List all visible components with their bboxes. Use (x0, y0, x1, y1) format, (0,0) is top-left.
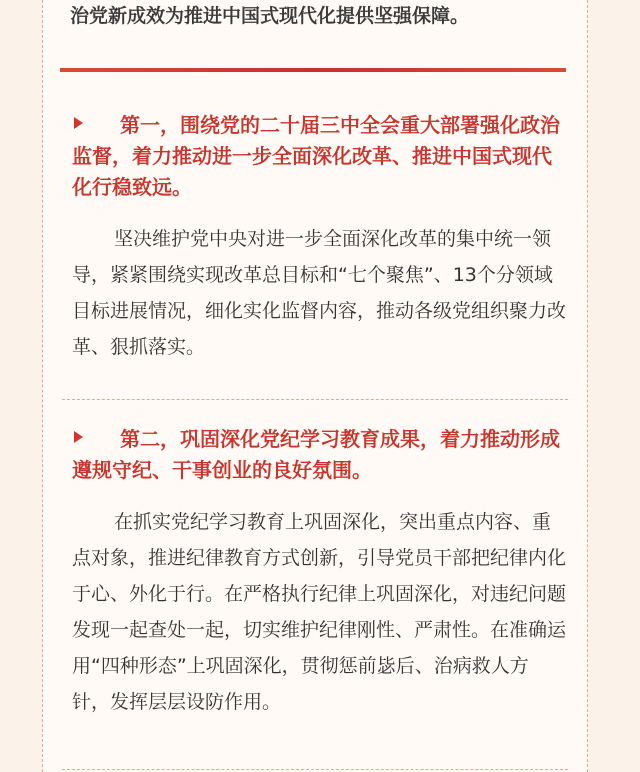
section-2 (72, 424, 566, 720)
dashed-divider (62, 399, 568, 400)
section-heading (72, 424, 566, 486)
triangle-bullet-icon (74, 431, 83, 443)
section-divider-bar (60, 68, 566, 72)
section-heading-text: 第一，围绕党的二十届三中全会重大部署强化政治监督，着力推动进一步全面深化改革、推进中国式现代化行稳致远。 (72, 113, 560, 199)
triangle-bullet-icon (74, 117, 83, 129)
section-1 (72, 110, 566, 365)
section-heading-text: 第二，巩固深化党纪学习教育成果，着力推动形成遵规守纪、干事创业的良好氛围。 (72, 427, 560, 482)
section-heading (72, 110, 566, 203)
intro-text: 治党新成效为推进中国式现代化提供坚强保障。 (70, 5, 470, 27)
section-body: 在抓实党纪学习教育上巩固深化，突出重点内容、重点对象，推进纪律教育方式创新，引导党员干部把纪律内化于心、外化于行。在严格执行纪律上巩固深化，对违纪问题发现一起查处一起，切实维护纪律刚性、严肃性。在准确运用“四种形态”上巩固深化，贯彻惩前毖后、治病救人方针，发挥层层设防作用。 (72, 511, 567, 713)
section-body: 坚决维护党中央对进一步全面深化改革的集中统一领导，紧紧围绕实现改革总目标和“七个聚焦”、13个分领域目标进展情况，细化实化监督内容，推动各级党组织聚力改革、狠抓落实。 (72, 228, 567, 358)
dashed-divider (62, 769, 568, 770)
